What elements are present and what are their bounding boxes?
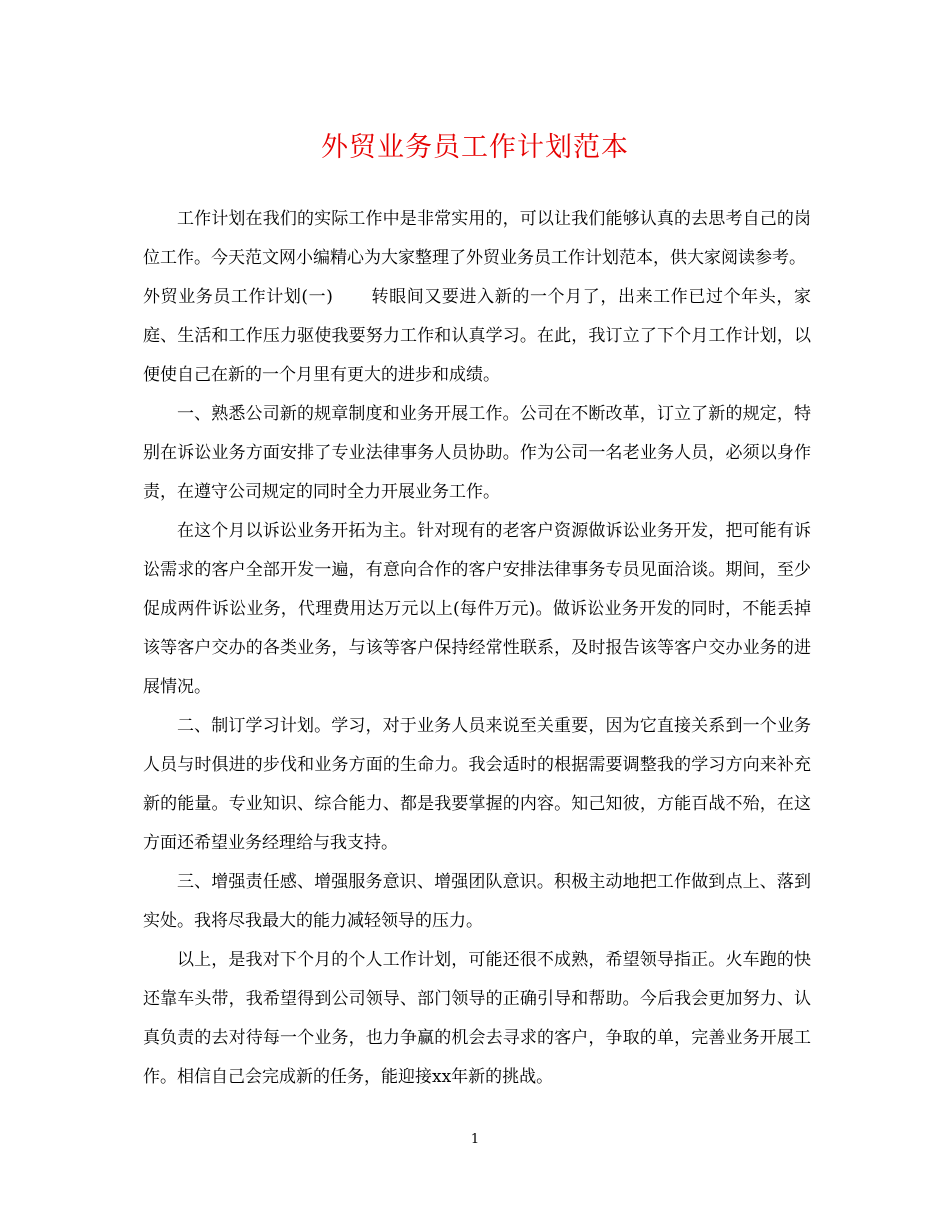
body-paragraph: 以上，是我对下个月的个人工作计划，可能还很不成熟，希望领导指正。火车跑的快还靠车头带，我希望得到公司领导、部门领导的正确引导和帮助。今后我会更加努力、认真负责的去对待每一个业务，也力争赢的机会去寻求的客户，争取的单，完善业务开展工作。相信自己会完成新的任务，能迎接xx年新的挑战。 (143, 950, 811, 1087)
body-paragraph: 二、制订学习计划。学习，对于业务人员来说至关重要，因为它直接关系到一个业务人员与时俱进的步伐和业务方面的生命力。我会适时的根据需要调整我的学习方向来补充新的能量。专业知识、综合能力、都是我要掌握的内容。知己知彼，方能百战不殆，在这方面还希望业务经理给与我支持。 (143, 716, 811, 853)
document-title: 外贸业务员工作计划范本 (321, 132, 629, 163)
document-body (143, 200, 811, 1097)
section-paragraph (143, 278, 811, 395)
page-number: 1 (470, 1132, 480, 1147)
body-paragraph: 一、熟悉公司新的规章制度和业务开展工作。公司在不断改革，订立了新的规定，特别在诉讼业务方面安排了专业法律事务人员协助。作为公司一名老业务人员，必须以身作责，在遵守公司规定的同时全力开展业务工作。 (143, 404, 811, 502)
section-lead: 转眼间又要进入新的一个月了，出来工作已过个年头，家庭、生活和工作压力驱使我要努力工作和认真学习。在此，我订立了下个月工作计划，以便使自己在新的一个月里有更大的进步和成绩。 (143, 287, 811, 385)
body-paragraph: 在这个月以诉讼业务开拓为主。针对现有的老客户资源做诉讼业务开发，把可能有诉讼需求的客户全部开发一遍，有意向合作的客户安排法律事务专员见面洽谈。期间，至少促成两件诉讼业务，代理费用达万元以上(每件万元)。做诉讼业务开发的同时，不能丢掉该等客户交办的各类业务，与该等客户保持经常性联系，及时报告该等客户交办业务的进展情况。 (143, 521, 811, 697)
body-paragraph: 三、增强责任感、增强服务意识、增强团队意识。积极主动地把工作做到点上、落到实处。我将尽我最大的能力减轻领导的压力。 (143, 872, 811, 931)
intro-paragraph: 工作计划在我们的实际工作中是非常实用的，可以让我们能够认真的去思考自己的岗位工作。今天范文网小编精心为大家整理了外贸业务员工作计划范本，供大家阅读参考。 (143, 209, 811, 268)
section-heading: 外贸业务员工作计划(一) (143, 287, 333, 307)
